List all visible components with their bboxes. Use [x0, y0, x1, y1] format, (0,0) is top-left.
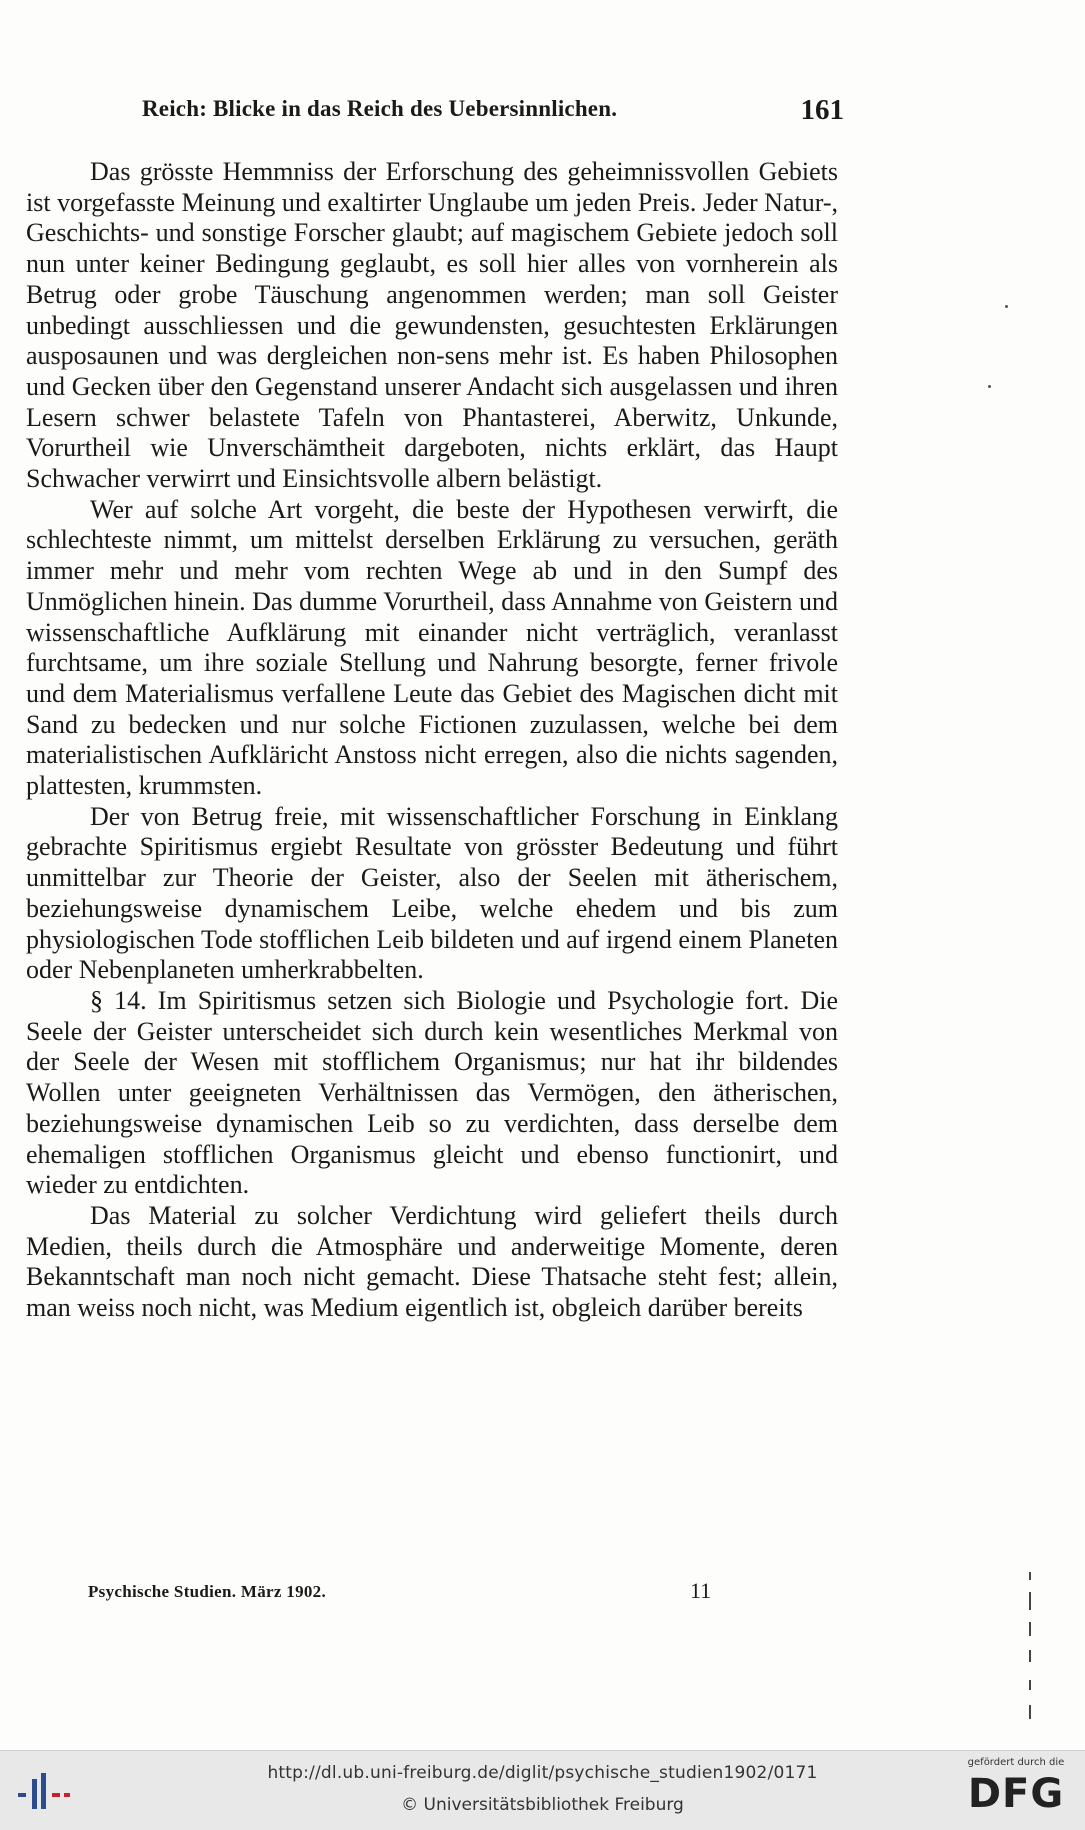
dfg-logo[interactable]	[956, 1757, 1076, 1825]
scan-edge-mark	[1029, 1592, 1031, 1610]
scan-speck	[988, 385, 991, 388]
viewer-bottom-bar	[0, 1750, 1085, 1830]
page-number: 161	[800, 94, 844, 126]
paragraph: Wer auf solche Art vorgeht, die beste der Hypothesen verwirft, die schlechteste nimmt, um mittelst derselben Erklärung zu versuchen, geräth immer mehr und mehr vom rechten Wege ab und in den Sumpf des Unmöglichen hinein. Das dumme Vorurtheil, dass Annahme von Geistern und wissenschaftliche Aufklärung mit einander nicht verträglich, veranlasst furchtsame, um ihre soziale Stellung und Nahrung besorgte, ferner frivole und dem Materialismus verfallene Leute das Gebiet des Magischen dicht mit Sand zu bedecken und nur solche Fictionen zuzulassen, welche bei dem materialistischen Aufkläricht Anstoss nicht erregen, also die nichts sagenden, plattesten, krummsten.	[26, 494, 838, 801]
signature-mark: 11	[690, 1578, 712, 1603]
scan-edge-mark	[1029, 1705, 1031, 1719]
scan-edge-mark	[1029, 1650, 1031, 1662]
permalink-url[interactable]: http://dl.ub.uni-freiburg.de/diglit/psychische_studien1902/0171	[267, 1763, 818, 1783]
scan-edge-mark	[1029, 1680, 1031, 1690]
body-text	[26, 157, 838, 1324]
dfg-caption: gefördert durch die	[967, 1757, 1065, 1768]
running-head: Reich: Blicke in das Reich des Uebersinnlichen.	[142, 96, 618, 121]
journal-footer: Psychische Studien. März 1902.	[88, 1582, 327, 1601]
paragraph: § 14. Im Spiritismus setzen sich Biologie und Psychologie fort. Die Seele der Geister unterscheidet sich durch kein wesentliches Merkmal von der Seele der Wesen mit stofflichem Organismus; nur hat ihr bildendes Wollen unter geeigneten Verhältnissen das Vermögen, den ätherischen, beziehungsweise dynamischen Leib so zu verdichten, dass derselbe dem ehemaligen stofflichen Organismus gleicht und ebenso functionirt, und wieder zu entdichten.	[26, 985, 838, 1200]
scan-edge-mark	[1029, 1622, 1031, 1636]
scan-speck	[1005, 305, 1008, 308]
paragraph: Das Material zu solcher Verdichtung wird geliefert theils durch Medien, theils durch die Atmosphäre und anderweitige Momente, deren Bekanntschaft man noch nicht gemacht. Diese Thatsache steht fest; allein, man weiss noch nicht, was Medium eigentlich ist, obgleich darüber bereits	[26, 1200, 838, 1323]
paragraph: Das grösste Hemmniss der Erforschung des geheimnissvollen Gebiets ist vorgefasste Meinung und exaltirter Unglaube um jeden Preis. Jeder Natur-, Geschichts- und sonstige Forscher glaubt; auf magischem Gebiete jedoch soll nun unter keiner Bedingung geglaubt, es soll hier alles von vornherein als Betrug oder grobe Täuschung angenommen werden; man soll Geister unbedingt ausschliessen und die gewundensten, gesuchtesten Erklärungen ausposaunen und was dergleichen non-sens mehr ist. Es haben Philosophen und Gecken über den Gegenstand unserer Andacht sich ausgelassen und ihren Lesern schwer belastete Tafeln von Phantasterei, Aberwitz, Unkunde, Vorurtheil wie Unverschämtheit dargeboten, nichts erklärt, das Haupt Schwacher verwirrt und Einsichtsvolle albern belästigt.	[26, 157, 839, 494]
copyright-notice: © Universitätsbibliothek Freiburg	[401, 1795, 684, 1815]
scan-edge-mark	[1029, 1572, 1031, 1580]
dfg-wordmark: DFG	[967, 1771, 1065, 1817]
paragraph: Der von Betrug freie, mit wissenschaftlicher Forschung in Einklang gebrachte Spiritismus ergiebt Resultate von grösster Bedeutung und führt unmittelbar zur Theorie der Geister, also der Seelen mit ätherischem, beziehungsweise dynamischem Leibe, welche ehedem und bis zum physiologischen Tode stofflichen Leib bildeten und auf irgend einem Planeten oder Nebenplaneten umherkrabbelten.	[26, 801, 838, 985]
